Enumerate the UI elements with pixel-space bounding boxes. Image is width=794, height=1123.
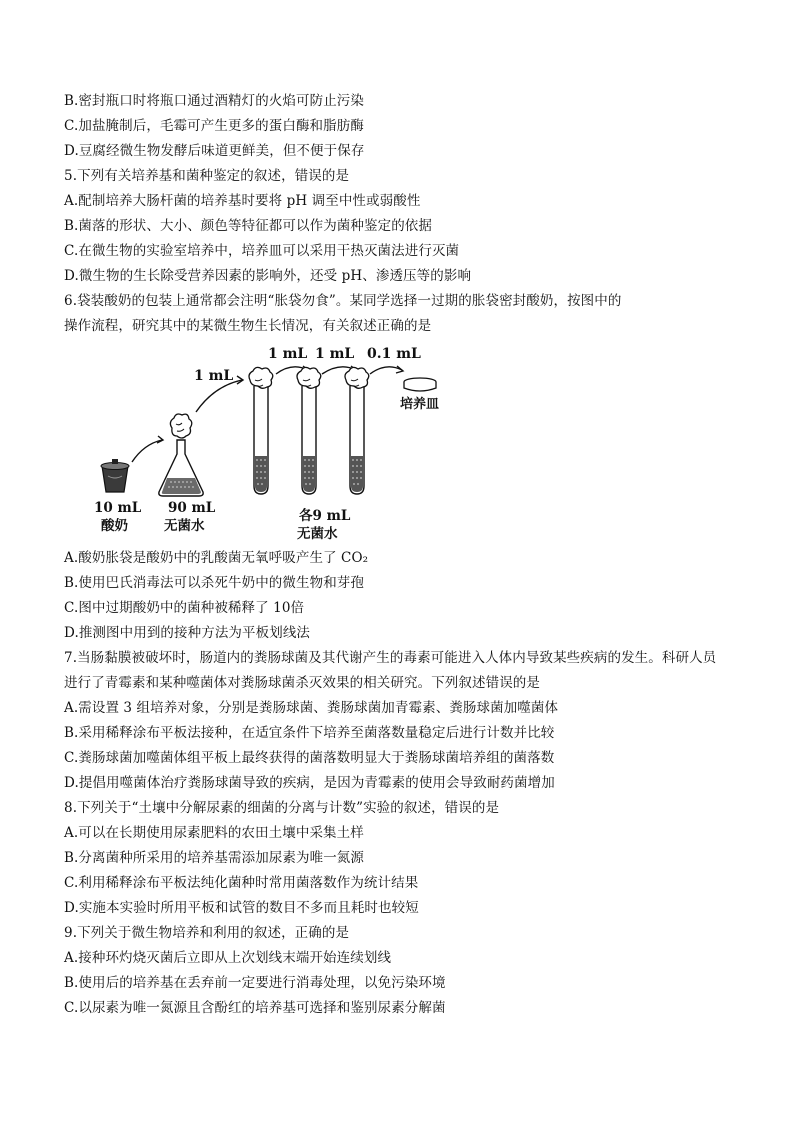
- option-8c: C.利用稀释涂布平板法纯化菌种时常用菌落数作为统计结果: [64, 875, 419, 891]
- option-5b: B.菌落的形状、大小、颜色等特征都可以作为菌种鉴定的依据: [64, 218, 433, 234]
- option-9b: B.使用后的培养基在丢弃前一定要进行消毒处理，以免污染环境: [64, 975, 446, 991]
- option-7b: B.采用稀释涂布平板法接种，在适宜条件下培养至菌落数量稳定后进行计数并比较: [64, 725, 555, 741]
- transfer-label-1: 1 mL: [194, 368, 234, 384]
- question-8: 8.下列关于“土壤中分解尿素的细菌的分离与计数”实验的叙述，错误的是: [64, 800, 500, 816]
- transfer-label-4: 0.1 mL: [367, 346, 421, 362]
- option-6d: D.推测图中用到的接种方法为平板划线法: [64, 625, 311, 641]
- option-4b: B.密封瓶口时将瓶口通过酒精灯的火焰可防止污染: [64, 93, 365, 109]
- option-8a: A.可以在长期使用尿素肥料的农田土壤中采集土样: [64, 825, 364, 841]
- option-7c: C.粪肠球菌加噬菌体组平板上最终获得的菌落数明显大于粪肠球菌培养组的菌落数: [64, 750, 555, 766]
- option-7d: D.提倡用噬菌体治疗粪肠球菌导致的疾病，是因为青霉素的使用会导致耐药菌增加: [64, 775, 555, 791]
- tubes-volume-label: 各9 mL: [299, 508, 351, 524]
- option-5a: A.配制培养大肠杆菌的培养基时要将 pH 调至中性或弱酸性: [64, 193, 421, 209]
- question-6-line2: 操作流程，研究其中的某微生物生长情况，有关叙述正确的是: [64, 318, 432, 334]
- option-7a: A.需设置 3 组培养对象，分别是粪肠球菌、粪肠球菌加青霉素、粪肠球菌加噬菌体: [64, 700, 559, 716]
- option-6a: A.酸奶胀袋是酸奶中的乳酸菌无氧呼吸产生了 CO₂: [64, 550, 369, 566]
- option-6b: B.使用巴氏消毒法可以杀死牛奶中的微生物和芽孢: [64, 575, 365, 591]
- yogurt-volume-label: 10 mL: [94, 500, 142, 516]
- flask-name-label: 无菌水: [164, 518, 205, 534]
- question-7-line1: 7.当肠黏膜被破坏时，肠道内的粪肠球菌及其代谢产生的毒素可能进入人体内导致某些疾病的发生。科研人员: [64, 650, 717, 666]
- dilution-diagram: [64, 336, 456, 544]
- transfer-label-2: 1 mL: [268, 346, 308, 362]
- question-6-line1: 6.袋装酸奶的包装上通常都会注明“胀袋勿食”。某同学选择一过期的胀袋密封酸奶，按图中的: [64, 293, 622, 309]
- option-9a: A.接种环灼烧灭菌后立即从上次划线末端开始连续划线: [64, 950, 392, 966]
- option-4d: D.豆腐经微生物发酵后味道更鲜美，但不便于保存: [64, 143, 365, 159]
- option-4c: C.加盐腌制后，毛霉可产生更多的蛋白酶和脂肪酶: [64, 118, 364, 134]
- tubes-name-label: 无菌水: [297, 526, 338, 542]
- petri-dish-label: 培养皿: [400, 397, 440, 412]
- option-5d: D.微生物的生长除受营养因素的影响外，还受 pH、渗透压等的影响: [64, 268, 472, 284]
- option-8d: D.实施本实验时所用平板和试管的数目不多而且耗时也较短: [64, 900, 419, 916]
- question-7-line2: 进行了青霉素和某种噬菌体对粪肠球菌杀灭效果的相关研究。下列叙述错误的是: [64, 675, 540, 691]
- option-8b: B.分离菌种所采用的培养基需添加尿素为唯一氮源: [64, 850, 365, 866]
- petri-dish-icon: [404, 378, 436, 391]
- question-5: 5.下列有关培养基和菌种鉴定的叙述，错误的是: [64, 168, 350, 184]
- question-9: 9.下列关于微生物培养和利用的叙述，正确的是: [64, 925, 350, 941]
- option-5c: C.在微生物的实验室培养中，培养皿可以采用干热灭菌法进行灭菌: [64, 243, 460, 259]
- yogurt-name-label: 酸奶: [101, 518, 128, 534]
- yogurt-cup-icon: [101, 459, 129, 492]
- transfer-label-3: 1 mL: [315, 346, 355, 362]
- option-9c: C.以尿素为唯一氮源且含酚红的培养基可选择和鉴别尿素分解菌: [64, 1000, 446, 1016]
- dilution-figure: [64, 336, 456, 544]
- flask-volume-label: 90 mL: [168, 500, 216, 516]
- option-6c: C.图中过期酸奶中的菌种被稀释了 10倍: [64, 600, 305, 616]
